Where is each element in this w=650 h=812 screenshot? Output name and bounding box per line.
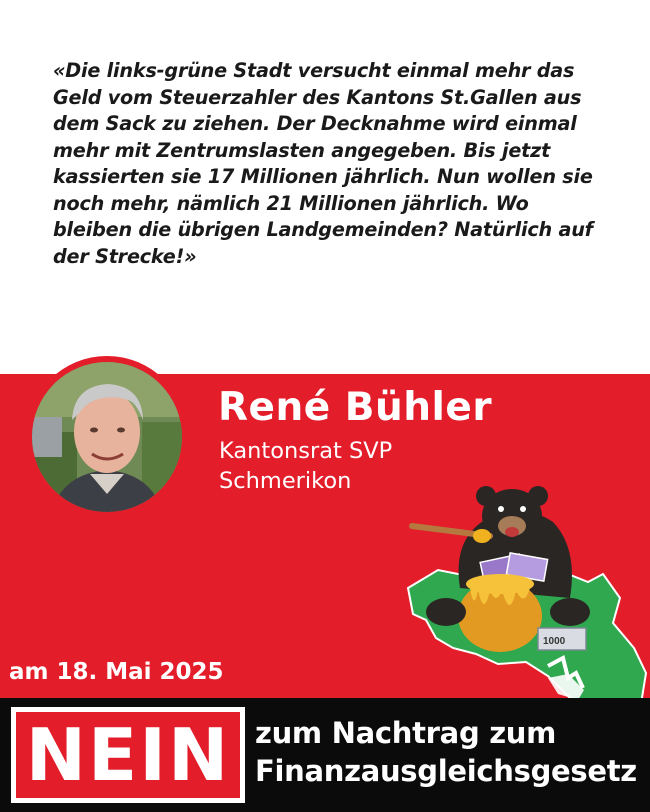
nein-box — [11, 707, 245, 803]
bear-paw-left — [426, 598, 466, 626]
vote-headline — [255, 714, 637, 790]
bear-mouth — [505, 527, 519, 537]
person-location: Schmerikon — [219, 468, 352, 494]
banknote-label: 1000 — [543, 636, 566, 647]
person-name: René Bühler — [218, 385, 493, 430]
person-role: Kantonsrat SVP — [219, 438, 393, 464]
vote-answer: NEIN — [25, 713, 231, 797]
person-role-block — [219, 436, 392, 496]
quote-text: «Die links-grüne Stadt versucht einmal mehr das Geld vom Steuerzahler des Kantons St.Gallen aus dem Sack zu ziehen. Der Decknahme wird einmal mehr mit Zentrumslasten angegeben. Bis jetzt kassierten sie 17 Millionen jährlich. Nun wollen sie noch mehr, nämlich 21 Millionen jährlich. Wo bleiben die übrigen Landgemeinden? Natürlich auf der Strecke!» — [53, 59, 593, 268]
honey-drop — [473, 529, 491, 543]
bear-paw-right — [550, 598, 590, 626]
vote-headline-line1: zum Nachtrag zum — [255, 716, 557, 750]
portrait-photo — [32, 362, 182, 512]
portrait-photo-image — [32, 362, 182, 512]
portrait-frame — [26, 356, 188, 518]
vote-date: am 18. Mai 2025 — [9, 659, 224, 685]
nein-box-inner — [16, 712, 240, 798]
vote-headline-line2: Finanzausgleichsgesetz — [255, 754, 637, 788]
bear-eye-right — [520, 506, 526, 512]
bear-eye-left — [498, 506, 504, 512]
